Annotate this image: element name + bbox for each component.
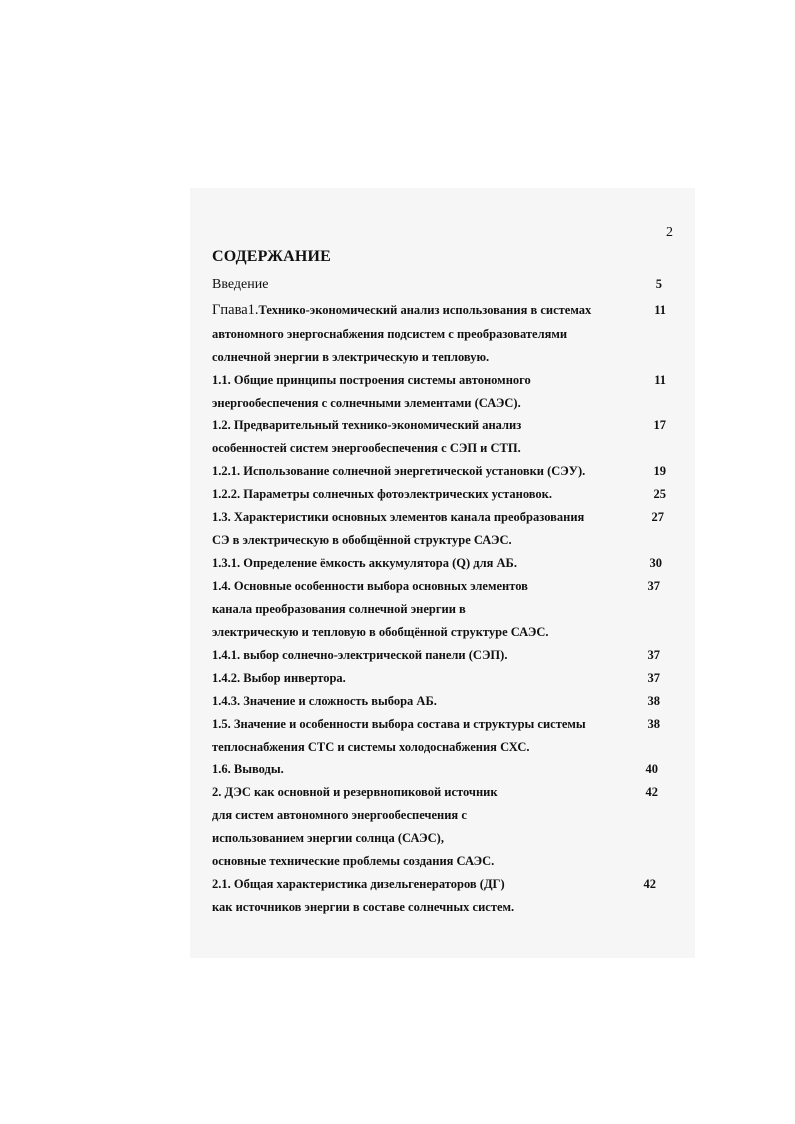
toc-line-text: СЭ в электрическую в обобщённой структуре САЭС. (212, 533, 512, 547)
page-number: 2 (666, 225, 673, 240)
toc-page-number: 37 (647, 671, 660, 685)
toc-entry-1-4: 1.4. Основные особенности выбора основных элементов (212, 579, 528, 593)
toc-page-number: 11 (654, 303, 666, 317)
toc-page-number: 19 (653, 464, 666, 478)
toc-page-number: 30 (649, 556, 662, 570)
toc-page-number: 11 (654, 373, 666, 387)
toc-page-number: 40 (645, 762, 658, 776)
toc-page-number: 25 (653, 487, 666, 501)
toc-page-number: 37 (647, 579, 660, 593)
toc-entry-1-6: 1.6. Выводы. (212, 762, 284, 776)
toc-page-number: 5 (655, 277, 662, 291)
toc-line-text: энергообеспечения с солнечными элементами (САЭС). (212, 396, 521, 410)
toc-line-text: электрическую и тепловую в обобщённой структуре САЭС. (212, 625, 549, 639)
toc-page-number: 27 (651, 510, 664, 524)
toc-line-text: основные технические проблемы создания САЭС. (212, 854, 495, 868)
chapter-label: Гпава1. (212, 302, 259, 318)
toc-line-text: теплоснабжения СТС и системы холодоснабжения СХС. (212, 740, 530, 754)
toc-entry-1-4-2: 1.4.2. Выбор инвертора. (212, 671, 346, 685)
toc-line-text: солнечной энергии в электрическую и тепловую. (212, 350, 490, 364)
toc-line-text: как источников энергии в составе солнечных систем. (212, 900, 515, 914)
toc-entry-1-2-2: 1.2.2. Параметры солнечных фотоэлектрических установок. (212, 487, 553, 501)
toc-entry-1-5: 1.5. Значение и особенности выбора состава и структуры системы (212, 717, 586, 731)
toc-page-number: 38 (647, 694, 660, 708)
toc-page-number: 37 (647, 648, 660, 662)
toc-page-number: 17 (653, 418, 666, 432)
toc-entry-1-3-1: 1.3.1. Определение ёмкость аккумулятора (Q) для АБ. (212, 556, 517, 570)
toc-entry-2-1: 2.1. Общая характеристика дизельгенераторов (ДГ) (212, 877, 505, 891)
toc-line-text: особенностей систем энергообеспечения с СЭП и СТП. (212, 441, 521, 455)
page-title: СОДЕРЖАНИЕ (212, 248, 332, 265)
toc-page-number: 42 (643, 877, 656, 891)
toc-entry-introduction: Введение (212, 277, 269, 292)
toc-entry-1-2-1: 1.2.1. Использование солнечной энергетической установки (СЭУ). (212, 464, 586, 478)
toc-line-text: автономного энергоснабжения подсистем с преобразователями (212, 327, 568, 341)
toc-entry-chapter-1 (212, 302, 591, 319)
toc-page-number: 38 (647, 717, 660, 731)
toc-entry-1-4-3: 1.4.3. Значение и сложность выбора АБ. (212, 694, 437, 708)
toc-line-text: Технико-экономический анализ использования в системах (258, 303, 592, 317)
toc-line-text: канала преобразования солнечной энергии в (212, 602, 466, 616)
toc-entry-1-4-1: 1.4.1. выбор солнечно-электрической панели (СЭП). (212, 648, 508, 662)
toc-entry-chapter-2: 2. ДЭС как основной и резервнопиковой источник (212, 785, 498, 799)
toc-line-text: использованием энергии солнца (САЭС), (212, 831, 444, 845)
toc-entry-1-2: 1.2. Предварительный технико-экономический анализ (212, 418, 522, 432)
toc-entry-1-3: 1.3. Характеристики основных элементов канала преобразования (212, 510, 585, 524)
toc-entry-1-1: 1.1. Общие принципы построения системы автономного (212, 373, 531, 387)
toc-line-text: для систем автономного энергообеспечения с (212, 808, 467, 822)
toc-page-number: 42 (645, 785, 658, 799)
